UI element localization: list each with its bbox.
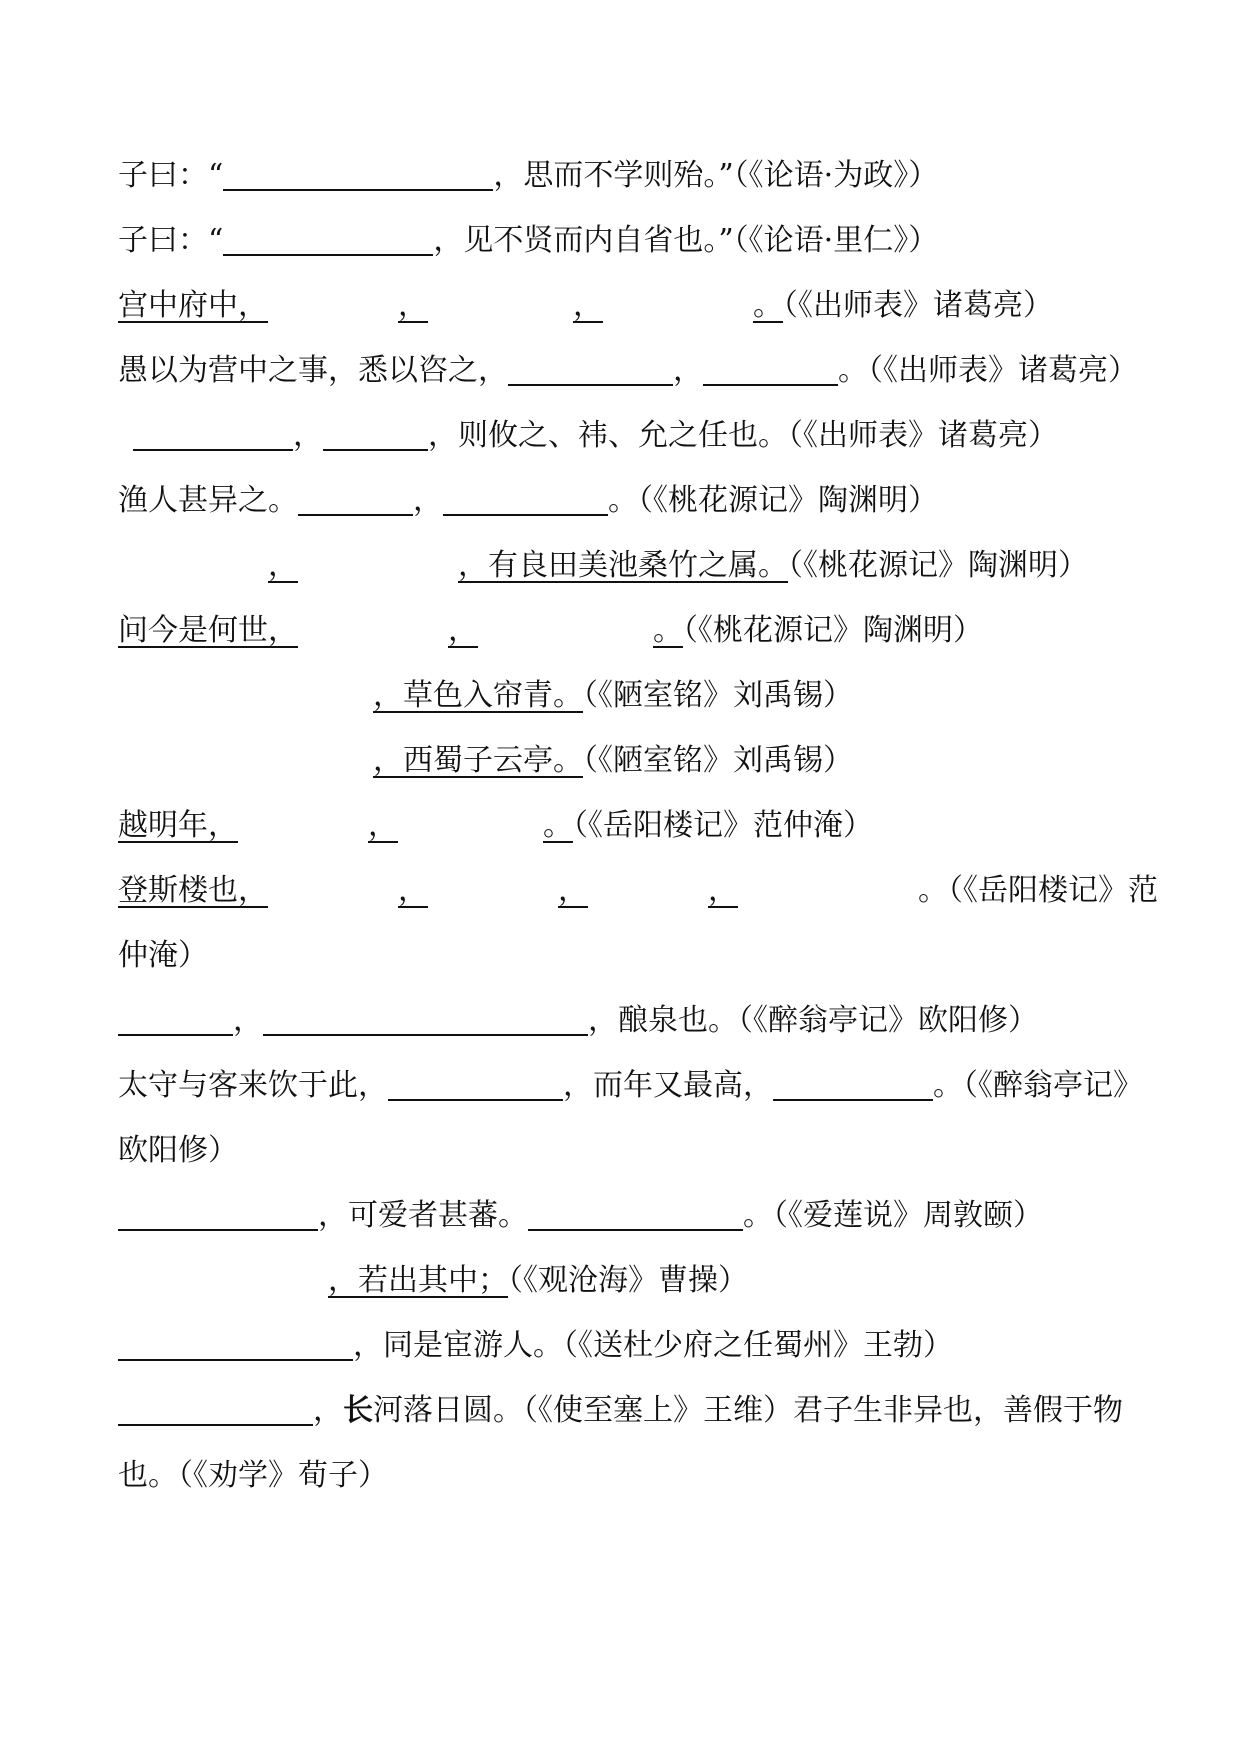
bold-text: 长: [343, 1393, 373, 1428]
blank: [118, 1004, 233, 1036]
text: ，: [233, 1003, 263, 1038]
text: （《桃花源记》陶渊明）: [788, 548, 1088, 583]
text: ，则攸之、祎、允之任也。（《出师表》诸葛亮）: [428, 418, 1058, 453]
text: 太守与客来饮于此，: [118, 1068, 388, 1103]
line-13: [118, 988, 1158, 1053]
line-8: [118, 598, 1158, 663]
line-17: [118, 1313, 1158, 1378]
text: ，若出其中；: [328, 1263, 508, 1298]
text: ，: [368, 808, 398, 843]
blank: [223, 224, 433, 256]
text: （《陋室铭》刘禹锡）: [583, 743, 853, 778]
text: 。（《醉翁亭记》欧阳修）: [118, 1068, 1143, 1168]
underlined-segment: [118, 873, 918, 908]
line-1: [118, 143, 1158, 208]
text: 河落日圆。（《使至塞上》王维）君子生非异也，善假于物也。（《劝学》荀子）: [118, 1393, 1123, 1493]
blank: [118, 1394, 313, 1426]
text: 。: [653, 613, 683, 648]
blank: [388, 1069, 563, 1101]
text: （《岳阳楼记》范仲淹）: [573, 808, 873, 843]
text: 问今是何世，: [118, 613, 298, 648]
text: ，: [293, 418, 323, 453]
text: ，可爱者甚蕃。: [318, 1198, 528, 1233]
line-4: [118, 338, 1158, 403]
text: 宫中府中，: [118, 288, 268, 323]
text: ，: [673, 353, 703, 388]
underlined-segment: [118, 613, 683, 648]
text: ，: [708, 873, 738, 908]
text: ，思而不学则殆。”（《论语·为政》）: [493, 158, 939, 193]
blank: [263, 1004, 588, 1036]
blank: [223, 159, 493, 191]
text: 子曰：“: [118, 158, 224, 193]
underlined-segment: [118, 548, 788, 583]
blank: [118, 1329, 353, 1361]
text: （《出师表》诸葛亮）: [783, 288, 1053, 323]
blank: [118, 1199, 318, 1231]
line-11: [118, 793, 1158, 858]
text: 渔人甚异之。: [118, 483, 298, 518]
line-12: [118, 858, 1158, 988]
blank: [443, 484, 608, 516]
text: 。（《桃花源记》陶渊明）: [608, 483, 938, 518]
line-10: [118, 728, 1158, 793]
line-14: [118, 1053, 1158, 1183]
line-16: [118, 1248, 1158, 1313]
text: （《桃花源记》陶渊明）: [683, 613, 983, 648]
text: ，草色入帘青。: [373, 678, 583, 713]
worksheet-page: [118, 143, 1158, 1508]
text: ，: [398, 288, 428, 323]
text: ，: [573, 288, 603, 323]
line-18: [118, 1378, 1158, 1508]
text: ，西蜀子云亭。: [373, 743, 583, 778]
text: ，: [413, 483, 443, 518]
text: （《观沧海》曹操）: [508, 1263, 748, 1298]
line-5: [118, 403, 1158, 468]
text: 。: [543, 808, 573, 843]
blank: [323, 419, 428, 451]
text: ，: [268, 548, 298, 583]
blank: [133, 419, 293, 451]
text: ，有良田美池桑竹之属。: [458, 548, 788, 583]
text: 子曰：“: [118, 223, 224, 258]
underlined-segment: [118, 678, 583, 713]
text: 愚以为营中之事，悉以咨之，: [118, 353, 508, 388]
text: ，: [558, 873, 588, 908]
blank: [298, 484, 413, 516]
blank: [528, 1199, 743, 1231]
underlined-segment: [118, 743, 583, 778]
underlined-segment: [118, 808, 573, 843]
line-6: [118, 468, 1158, 533]
text: ，而年又最高，: [563, 1068, 773, 1103]
blank: [508, 354, 673, 386]
text: 。: [753, 288, 783, 323]
text: ，: [398, 873, 428, 908]
line-15: [118, 1183, 1158, 1248]
text: ，见不贤而内自省也。”（《论语·里仁》）: [433, 223, 939, 258]
underlined-segment: [118, 1263, 508, 1298]
line-3: [118, 273, 1158, 338]
line-7: [118, 533, 1158, 598]
text: ，: [448, 613, 478, 648]
text: 越明年，: [118, 808, 238, 843]
text: ，同是宦游人。（《送杜少府之任蜀州》王勃）: [353, 1328, 953, 1363]
text: 。（《出师表》诸葛亮）: [838, 353, 1138, 388]
text: 。（《岳阳楼记》范仲淹）: [118, 873, 1158, 973]
blank: [773, 1069, 933, 1101]
text: 登斯楼也，: [118, 873, 268, 908]
line-9: [118, 663, 1158, 728]
text: （《陋室铭》刘禹锡）: [583, 678, 853, 713]
text: ，酿泉也。（《醉翁亭记》欧阳修）: [588, 1003, 1038, 1038]
underlined-segment: [118, 288, 783, 323]
blank: [703, 354, 838, 386]
text: ，: [313, 1393, 343, 1428]
text: 。（《爱莲说》周敦颐）: [743, 1198, 1043, 1233]
line-2: [118, 208, 1158, 273]
